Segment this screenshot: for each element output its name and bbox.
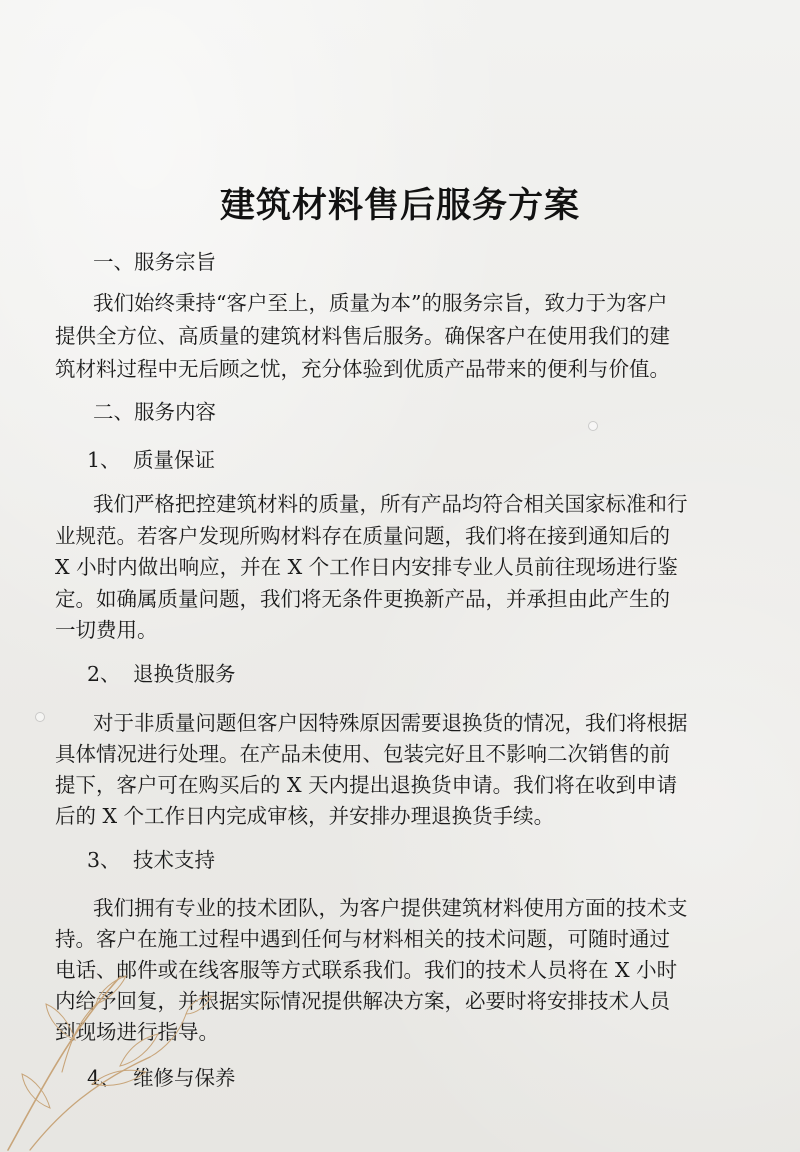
item-number: 1、 bbox=[87, 448, 121, 472]
item-heading-quality bbox=[87, 446, 215, 474]
document-title: 建筑材料售后服务方案 bbox=[219, 186, 580, 226]
item-title: 维修与保养 bbox=[133, 1066, 236, 1090]
paragraph-line: 后的 X 个工作日内完成审核，并安排办理退换货手续。 bbox=[55, 804, 555, 828]
dried-branch-icon bbox=[0, 872, 240, 1152]
paragraph-line: 内给予回复，并根据实际情况提供解决方案，必要时将安排技术人员 bbox=[55, 989, 670, 1013]
item-heading-returns bbox=[87, 660, 236, 688]
paragraph-line: 对于非质量问题但客户因特殊原因需要退换货的情况，我们将根据 bbox=[93, 711, 688, 735]
paragraph-line: 我们拥有专业的技术团队，为客户提供建筑材料使用方面的技术支 bbox=[93, 896, 688, 920]
paragraph-line: 到现场进行指导。 bbox=[55, 1020, 219, 1044]
item-number: 3、 bbox=[87, 848, 121, 872]
paragraph-line: 定。如确属质量问题，我们将无条件更换新产品，并承担由此产生的 bbox=[55, 587, 670, 611]
paragraph-line: 持。客户在施工过程中遇到任何与材料相关的技术问题，可随时通过 bbox=[55, 927, 670, 951]
section-heading-purpose: 一、服务宗旨 bbox=[93, 250, 216, 274]
item-title: 质量保证 bbox=[133, 448, 215, 472]
paragraph-line: 业规范。若客户发现所购材料存在质量问题，我们将在接到通知后的 bbox=[55, 524, 670, 548]
item-heading-tech-support bbox=[87, 846, 215, 874]
item-title: 技术支持 bbox=[133, 848, 215, 872]
item-title: 退换货服务 bbox=[133, 662, 236, 686]
item-number: 2、 bbox=[87, 662, 121, 686]
paragraph-line: 提供全方位、高质量的建筑材料售后服务。确保客户在使用我们的建 bbox=[55, 324, 670, 348]
paper-speck bbox=[35, 712, 45, 722]
paragraph-line: 提下，客户可在购买后的 X 天内提出退换货申请。我们将在收到申请 bbox=[55, 773, 678, 797]
paragraph-line: 筑材料过程中无后顾之忧，充分体验到优质产品带来的便利与价值。 bbox=[55, 357, 670, 381]
paragraph-line: 具体情况进行处理。在产品未使用、包装完好且不影响二次销售的前 bbox=[55, 742, 670, 766]
paragraph-line: X 小时内做出响应，并在 X 个工作日内安排专业人员前往现场进行鉴 bbox=[55, 555, 678, 579]
section-heading-content: 二、服务内容 bbox=[93, 400, 216, 424]
paper-speck bbox=[588, 421, 598, 431]
paragraph-line: 电话、邮件或在线客服等方式联系我们。我们的技术人员将在 X 小时 bbox=[55, 958, 678, 982]
paragraph-line: 一切费用。 bbox=[55, 618, 158, 642]
item-number: 4、 bbox=[87, 1066, 121, 1090]
paragraph-line: 我们严格把控建筑材料的质量，所有产品均符合相关国家标准和行 bbox=[93, 492, 688, 516]
paragraph-line: 我们始终秉持“客户至上，质量为本”的服务宗旨，致力于为客户 bbox=[93, 291, 668, 315]
